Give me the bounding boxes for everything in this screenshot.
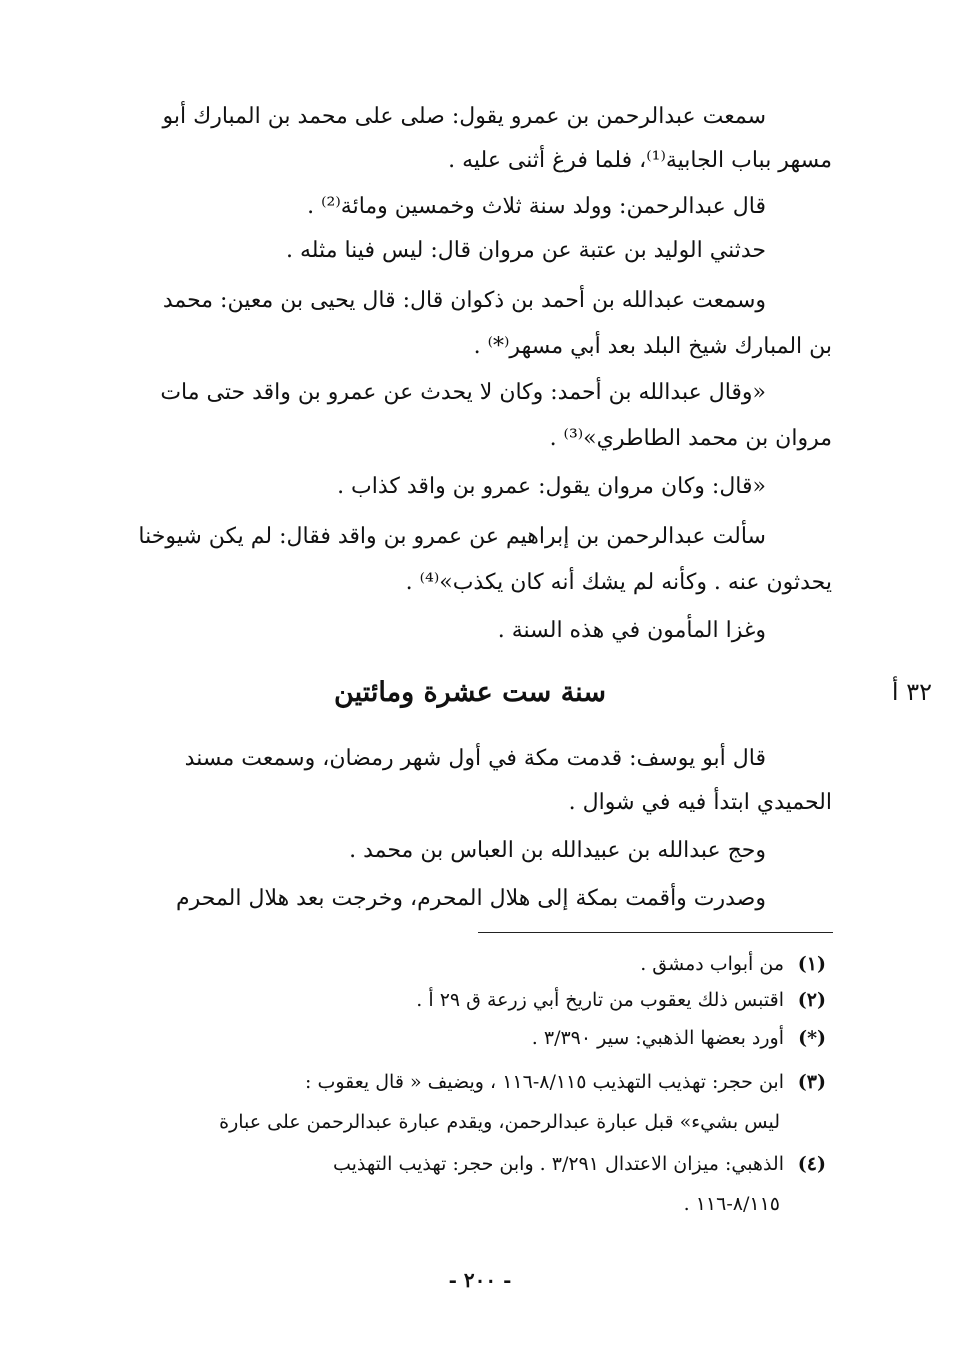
footnote-text: الذهبي: ميزان الاعتدال ٣/٢٩١ . وابن حجر: تهذيب التهذيب (332, 1153, 784, 1175)
footnote (132, 946, 826, 982)
text-line: قال عبدالرحمن: وولد سنة ثلاث وخمسين ومائة⁽²⁾ . (307, 194, 766, 219)
text-line: «قال: وكان مروان يقول: عمرو بن واقد كذاب . (337, 474, 766, 499)
text-line: مروان بن محمد الطاطري»⁽³⁾ . (549, 426, 832, 451)
footnote (132, 982, 826, 1018)
footnote-continuation (132, 1104, 826, 1140)
text-line: يحدثون عنه . وكأنه لم يشك أنه كان يكذب»⁽⁴⁾ . (405, 570, 832, 595)
footnote-number: (٣) (797, 1071, 826, 1093)
text-line: سمعت عبدالرحمن بن عمرو يقول: صلى على محمد بن المبارك أبو (162, 104, 766, 129)
footnote-text: اقتبس ذلك يعقوب من تاريخ أبي زرعة ق ٢٩ أ . (416, 989, 784, 1011)
footnote-continuation (132, 1186, 826, 1222)
footnote-number: (٤) (797, 1153, 826, 1175)
text-line: وحج عبدالله بن عبيدالله بن العباس بن محمد . (349, 838, 766, 863)
footnote-number: (٢) (797, 989, 826, 1011)
footnote-number: (*) (798, 1027, 826, 1049)
text-line: سألت عبدالرحمن بن إبراهيم عن عمرو بن واقد فقال: لم يكن شيوخنا (138, 524, 766, 549)
footnote-text: من أبواب دمشق . (640, 953, 784, 975)
text-line: مسهر بباب الجابية⁽¹⁾، فلما فرغ أثنى عليه . (448, 148, 832, 173)
footnote (132, 1020, 826, 1056)
text-line: وسمعت عبدالله بن أحمد بن ذكوان قال: قال يحيى بن معين: محمد (162, 288, 766, 313)
footnote-number: (١) (797, 953, 826, 975)
text-line: الحميدي ابتدأ فيه في شوال . (568, 790, 832, 815)
text-line: قال أبو يوسف: قدمت مكة في أول شهر رمضان، وسمعت مسند (184, 746, 766, 771)
footnote (132, 1146, 826, 1182)
folio-margin-note: ٣٢ أ (891, 678, 932, 706)
text-line: بن المبارك شيخ البلد بعد أبي مسهر⁽*⁾ . (473, 334, 832, 359)
footnote-text: ابن حجر: تهذيب التهذيب ٨/١١٥-١١٦ ، ويضيف « قال يعقوب : (305, 1071, 784, 1093)
text-line: حدثني الوليد بن عتبة عن مروان قال: ليس فينا مثله . (285, 238, 766, 263)
text-line: وصدرت وأقمت بمكة إلى هلال المحرم، وخرجت بعد هلال المحرم (175, 886, 766, 911)
text-line: «وقال عبدالله بن أحمد: وكان لا يحدث عن عمرو بن واقد حتى مات (160, 380, 766, 405)
footnote-text: أورد بعضها الذهبي: سير ٣/٣٩٠ . (531, 1027, 784, 1049)
section-heading: سنة ست عشرة ومائتين (334, 677, 606, 708)
footnote-text: ٨/١١٥-١١٦ . (683, 1193, 780, 1215)
footnote-separator (478, 932, 833, 933)
text-line: وغزا المأمون في هذه السنة . (497, 618, 766, 643)
footnote-text: ليس بشيء» قبل عبارة عبدالرحمن، ويقدم عبارة عبدالرحمن على عبارة (219, 1111, 780, 1133)
page-number: - ٢٠٠ - (448, 1268, 512, 1292)
footnote (132, 1064, 826, 1100)
